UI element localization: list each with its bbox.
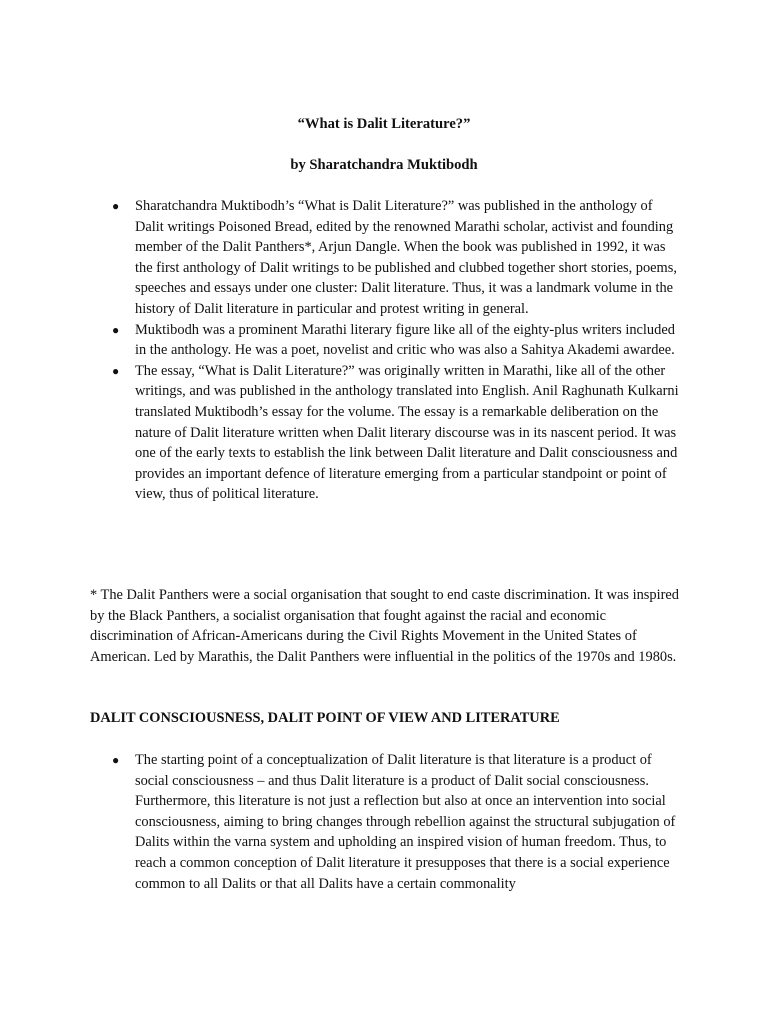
footnote-paragraph: * The Dalit Panthers were a social organisation that sought to end caste discrimination. It was inspired by the Black Panthers, a socialist organisation that fought against the racial and economic discrimination of African-Americans during the Civil Rights Movement in the United States of American. Led by Marathis, the Dalit Panthers were influential in the politics of the 1970s and 1980s. [90,587,679,665]
list-item-text: Sharatchandra Muktibodh’s “What is Dalit Literature?” was published in the anthology of Dalit writings Poisoned Bread, edited by the renowned Marathi scholar, activist and founding member of the Dalit Panthers*, Arjun Dangle. When the book was published in 1992, it was the first anthology of Dalit writings to be published and clubbed together short stories, poems, speeches and essays under one cluster: Dalit literature. Thus, it was a landmark volume in the history of Dalit literature in particular and protest writing in general. [135,198,677,317]
section-heading: DALIT CONSCIOUSNESS, DALIT POINT OF VIEW AND LITERATURE [90,710,560,726]
bullet-icon: ● [112,753,120,767]
list-item [0,361,680,505]
bullet-icon: ● [112,322,120,337]
intro-bullet-list [0,196,768,505]
bullet-icon: ● [112,199,120,213]
bullet-icon: ● [112,363,120,378]
section-bullet-list [0,750,768,894]
list-item-text: The starting point of a conceptualization of Dalit literature is that literature is a product of social consciousness – and thus Dalit literature is a product of Dalit social consciousness. Furthermore, this literature is not just a reflection but also at once an intervention into social consciousness, aiming to bring changes through rebellion against the structural subjugation of Dalits within the varna system and upholding an inspired vision of human freedom. Thus, to reach a common conception of Dalit literature it presupposes that there is a social experience common to all Dalits or that all Dalits have a certain commonality [135,752,676,892]
list-item [0,320,680,361]
list-item-text: The essay, “What is Dalit Literature?” was originally written in Marathi, like all of the other writings, and was published in the anthology translated into English. Anil Raghunath Kulkarni translated Muktibodh’s essay for the volume. The essay is a remarkable deliberation on the nature of Dalit literature written when Dalit literary discourse was in its nascent period. It was one of the early texts to establish the link between Dalit literature and Dalit consciousness and provides an important defence of literature emerging from a particular standpoint or point of view, thus of political literature. [135,362,679,503]
list-item-text: Muktibodh was a prominent Marathi literary figure like all of the eighty-plus writers included in the anthology. He was a poet, novelist and critic who was also a Sahitya Akademi awardee. [135,321,675,359]
author-byline: by Sharatchandra Muktibodh [290,157,478,173]
list-item [0,750,680,894]
page-title: “What is Dalit Literature?” [297,116,471,132]
list-item [0,196,680,320]
